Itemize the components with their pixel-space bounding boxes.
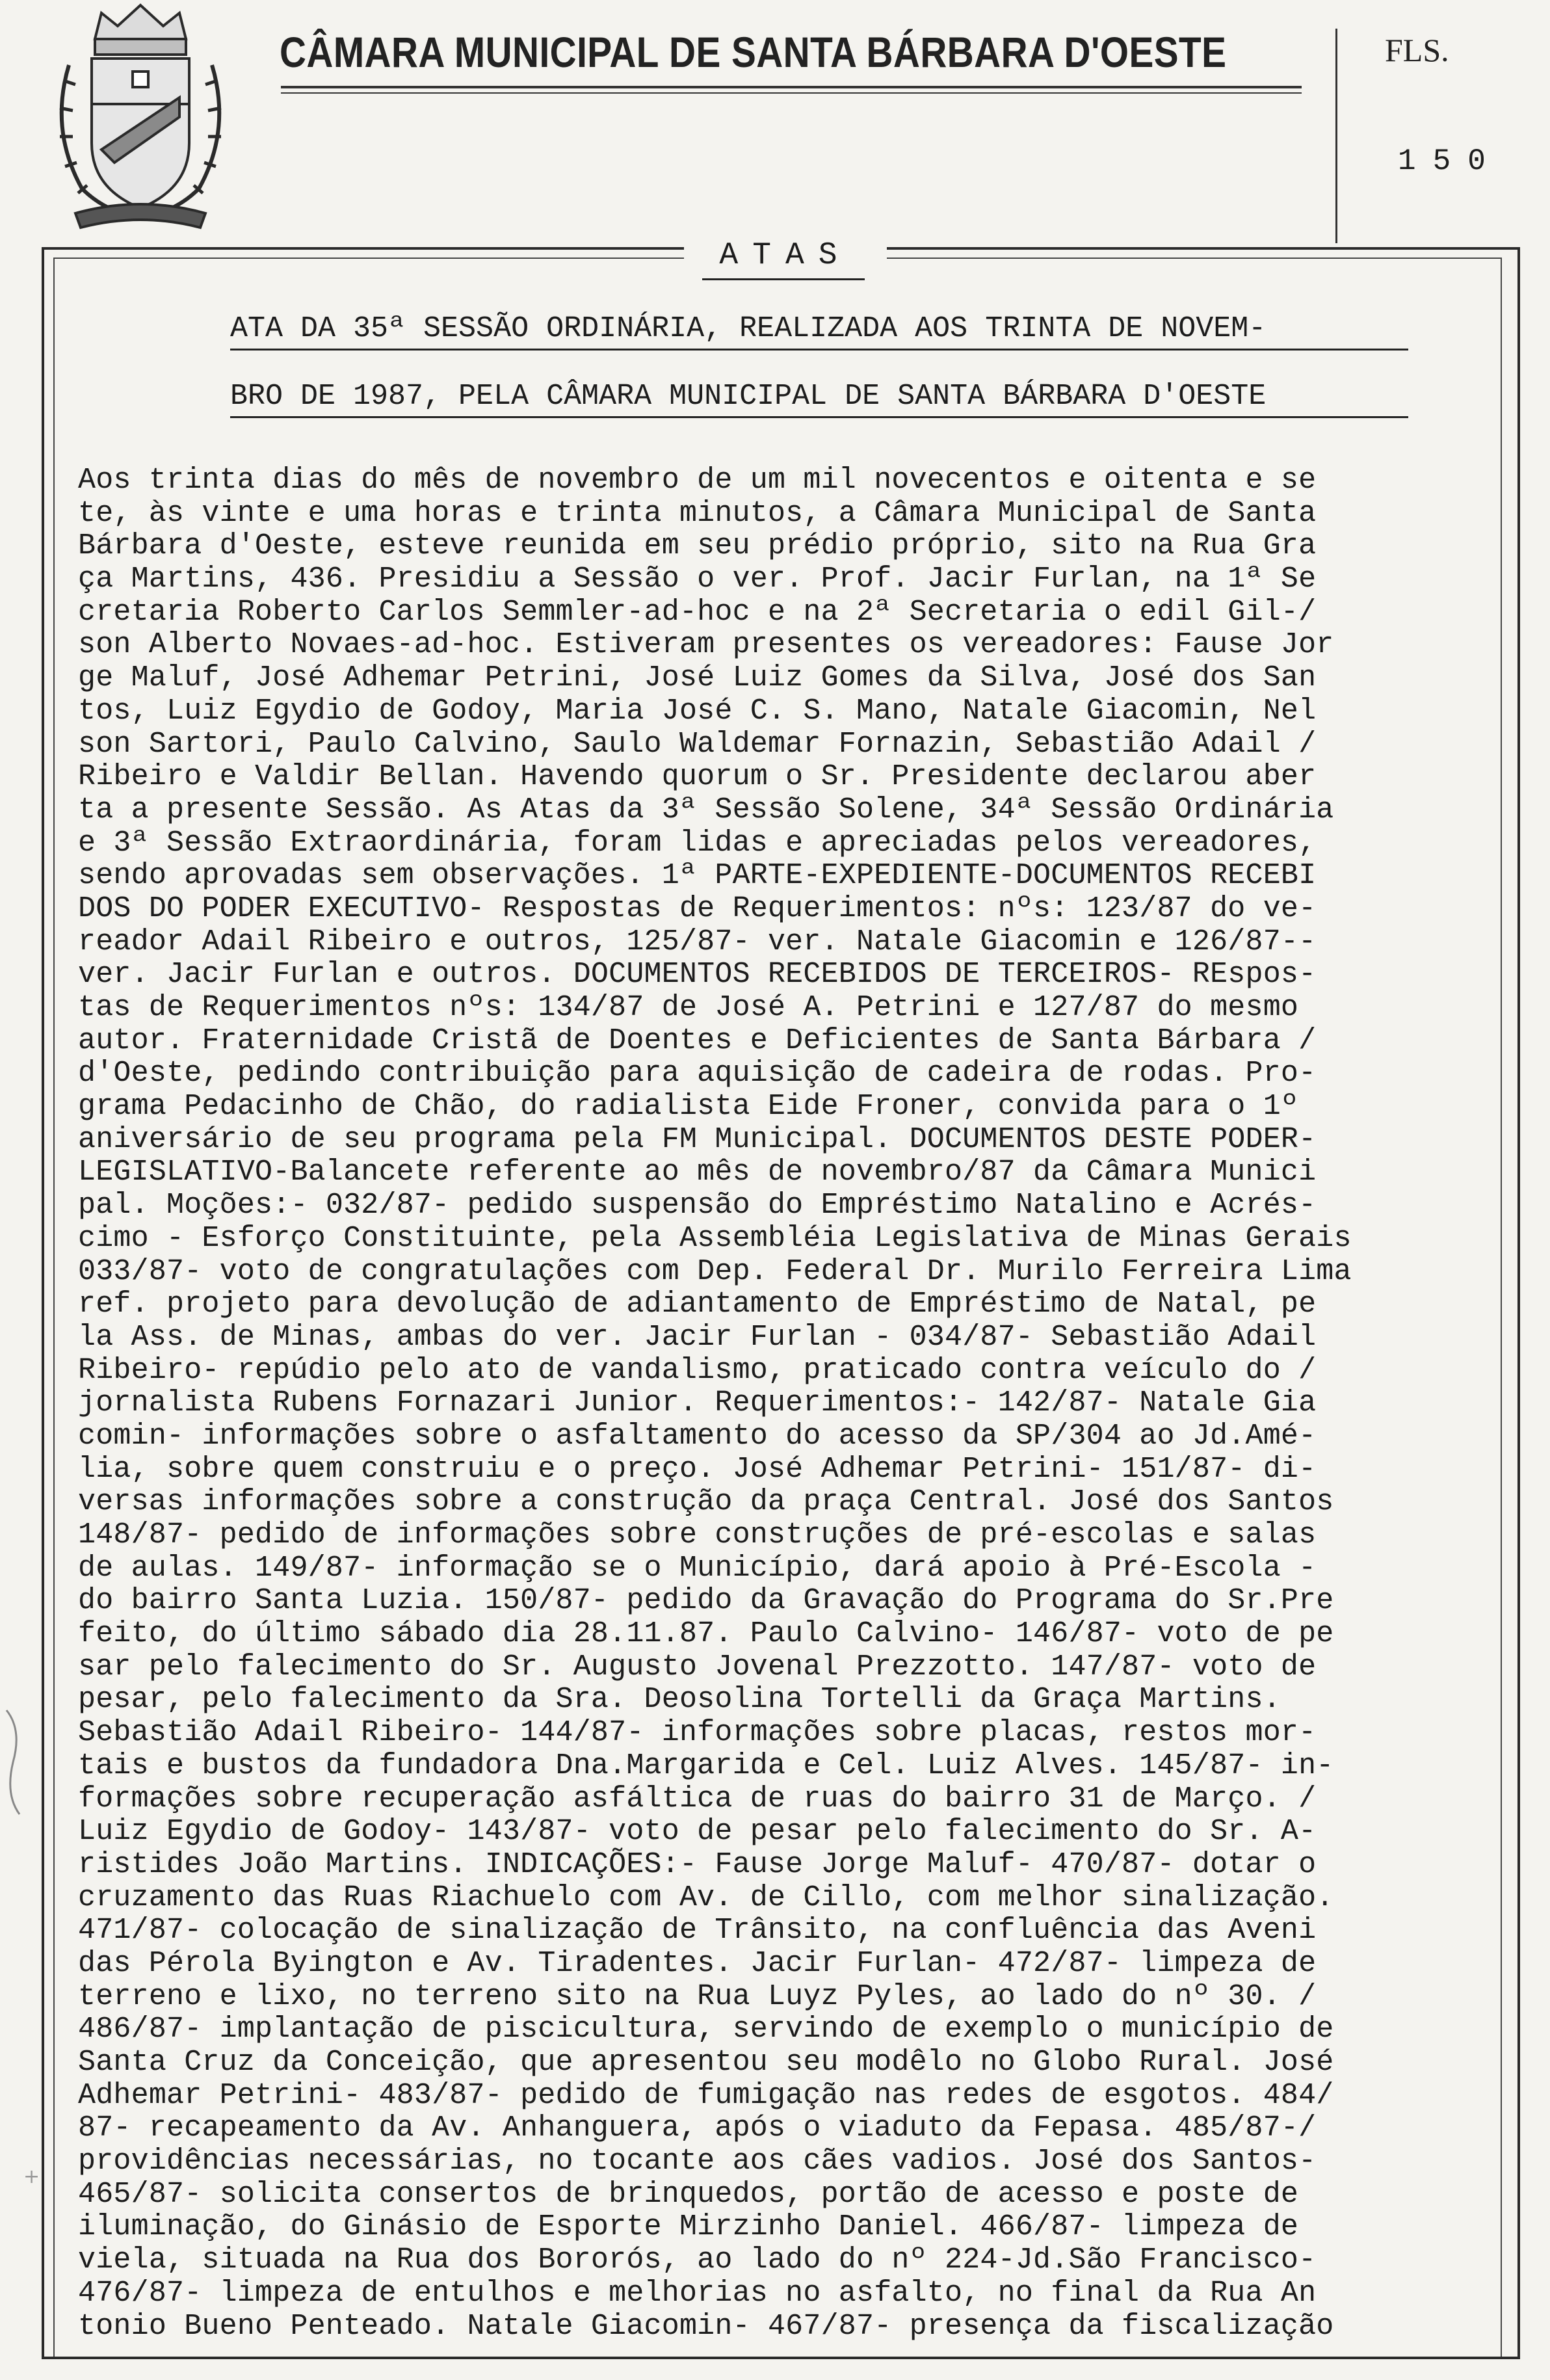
minutes-body-line: DOS DO PODER EXECUTIVO- Respostas de Requerimentos: nºs: 123/87 do ve- bbox=[78, 892, 1317, 925]
minutes-body-line: ta a presente Sessão. As Atas da 3ª Sessão Solene, 34ª Sessão Ordinária bbox=[78, 793, 1334, 826]
minutes-body-line: Adhemar Petrini- 483/87- pedido de fumigação nas redes de esgotos. 484/ bbox=[78, 2078, 1334, 2112]
minutes-body-line: Santa Cruz da Conceição, que apresentou seu modêlo no Globo Rural. José bbox=[78, 2046, 1334, 2079]
minutes-body-line: ça Martins, 436. Presidiu a Sessão o ver. Prof. Jacir Furlan, na 1ª Se bbox=[78, 562, 1317, 596]
minutes-body-line: feito, do último sábado dia 28.11.87. Paulo Calvino- 146/87- voto de pe bbox=[78, 1617, 1334, 1651]
minutes-body-line: versas informações sobre a construção da praça Central. José dos Santos bbox=[78, 1485, 1334, 1519]
fls-divider bbox=[1335, 29, 1337, 243]
section-title: ATAS bbox=[719, 238, 852, 273]
minutes-body-line: pesar, pelo falecimento da Sra. Deosolina Tortelli da Graça Martins. bbox=[78, 1683, 1281, 1717]
frame-inner-top-left bbox=[53, 258, 684, 259]
minutes-body-line: tais e bustos da fundadora Dna.Margarida e Cel. Luiz Alves. 145/87- in- bbox=[78, 1749, 1334, 1782]
header-rule-thin bbox=[281, 92, 1302, 94]
minutes-body-line: iluminação, do Ginásio de Esporte Mirzinho Daniel. 466/87- limpeza de bbox=[78, 2210, 1299, 2244]
minutes-body-line: 471/87- colocação de sinalização de Trânsito, na confluência das Aveni bbox=[78, 1914, 1317, 1948]
margin-mark bbox=[0, 1704, 26, 1821]
fls-label: FLS. bbox=[1385, 32, 1449, 68]
minutes-body-line: autor. Fraternidade Cristã de Doentes e Deficientes de Santa Bárbara / bbox=[78, 1024, 1317, 1057]
minutes-body-line: viela, situada na Rua dos Bororós, ao lado do nº 224-Jd.São Francisco- bbox=[78, 2243, 1317, 2277]
minutes-body-line: 87- recapeamento da Av. Anhanguera, após o viaduto da Fepasa. 485/87-/ bbox=[78, 2111, 1317, 2145]
minutes-body-line: aniversário de seu programa pela FM Municipal. DOCUMENTOS DESTE PODER- bbox=[78, 1122, 1317, 1156]
minutes-body-line: sar pelo falecimento do Sr. Augusto Jovenal Prezzotto. 147/87- voto de bbox=[78, 1650, 1317, 1684]
minutes-body-line: tonio Bueno Penteado. Natale Giacomin- 467/87- presença da fiscalização bbox=[78, 2309, 1334, 2343]
minutes-body bbox=[78, 464, 1502, 2343]
margin-plus-mark: + bbox=[23, 2165, 40, 2188]
minutes-body-line: providências necessárias, no tocante aos cães vadios. José dos Santos- bbox=[78, 2145, 1317, 2178]
heading-underline-1 bbox=[230, 349, 1408, 350]
minutes-body-line: tos, Luiz Egydio de Godoy, Maria José C. S. Mano, Natale Giacomin, Nel bbox=[78, 694, 1317, 728]
frame-inner-top-right bbox=[887, 258, 1502, 259]
minutes-body-line: LEGISLATIVO-Balancete referente ao mês de novembro/87 da Câmara Munici bbox=[78, 1156, 1317, 1189]
municipal-coat-of-arms-icon bbox=[30, 0, 251, 234]
minutes-body-line: cretaria Roberto Carlos Semmler-ad-hoc e na 2ª Secretaria o edil Gil-/ bbox=[78, 595, 1317, 629]
council-name: CÂMARA MUNICIPAL DE SANTA BÁRBARA D'OESTE bbox=[280, 28, 1227, 76]
minutes-body-line: ge Maluf, José Adhemar Petrini, José Luiz Gomes da Silva, José dos San bbox=[78, 661, 1317, 695]
minutes-body-line: Bárbara d'Oeste, esteve reunida em seu prédio próprio, sito na Rua Gra bbox=[78, 529, 1317, 563]
minutes-body-line: 476/87- limpeza de entulhos e melhorias no asfalto, no final da Rua An bbox=[78, 2276, 1317, 2310]
minutes-body-line: Luiz Egydio de Godoy- 143/87- voto de pesar pelo falecimento do Sr. A- bbox=[78, 1815, 1317, 1849]
minutes-body-line: 033/87- voto de congratulações com Dep. Federal Dr. Murilo Ferreira Lima bbox=[78, 1254, 1352, 1288]
page-number: 150 bbox=[1398, 144, 1503, 178]
heading-underline-2 bbox=[230, 416, 1408, 418]
minutes-body-line: son Alberto Novaes-ad-hoc. Estiveram presentes os vereadores: Fause Jor bbox=[78, 628, 1334, 662]
minutes-heading-line-1: ATA DA 35ª SESSÃO ORDINÁRIA, REALIZADA AOS TRINTA DE NOVEM- bbox=[230, 312, 1267, 345]
minutes-body-line: son Sartori, Paulo Calvino, Saulo Waldemar Fornazin, Sebastião Adail / bbox=[78, 727, 1317, 761]
minutes-body-line: formações sobre recuperação asfáltica de ruas do bairro 31 de Março. / bbox=[78, 1782, 1317, 1816]
minutes-body-line: sendo aprovadas sem observações. 1ª PARTE-EXPEDIENTE-DOCUMENTOS RECEBI bbox=[78, 859, 1317, 893]
minutes-body-line: tas de Requerimentos nºs: 134/87 de José A. Petrini e 127/87 do mesmo bbox=[78, 991, 1299, 1024]
frame-top-left bbox=[42, 247, 684, 250]
minutes-body-line: la Ass. de Minas, ambas do ver. Jacir Furlan - 034/87- Sebastião Adail bbox=[78, 1320, 1317, 1354]
minutes-body-line: cruzamento das Ruas Riachuelo com Av. de Cillo, com melhor sinalização. bbox=[78, 1881, 1334, 1914]
minutes-body-line: Ribeiro e Valdir Bellan. Havendo quorum o Sr. Presidente declarou aber bbox=[78, 760, 1317, 794]
minutes-body-line: d'Oeste, pedindo contribuição para aquisição de cadeira de rodas. Pro- bbox=[78, 1057, 1317, 1091]
frame-top-right bbox=[887, 247, 1517, 250]
minutes-body-line: das Pérola Byington e Av. Tiradentes. Jacir Furlan- 472/87- limpeza de bbox=[78, 1946, 1317, 1980]
minutes-body-line: lia, sobre quem construiu e o preço. José Adhemar Petrini- 151/87- di- bbox=[78, 1452, 1317, 1486]
minutes-heading-line-2: BRO DE 1987, PELA CÂMARA MUNICIPAL DE SANTA BÁRBARA D'OESTE bbox=[230, 380, 1267, 413]
minutes-body-line: te, às vinte e uma horas e trinta minutos, a Câmara Municipal de Santa bbox=[78, 496, 1317, 530]
frame-inner-left bbox=[53, 258, 55, 2357]
minutes-body-line: reador Adail Ribeiro e outros, 125/87- ver. Natale Giacomin e 126/87-- bbox=[78, 925, 1317, 959]
minutes-body-line: 486/87- implantação de piscicultura, servindo de exemplo o município de bbox=[78, 2013, 1334, 2046]
minutes-body-line: ristides João Martins. INDICAÇÕES:- Fause Jorge Maluf- 470/87- dotar o bbox=[78, 1847, 1317, 1881]
minutes-body-line: comin- informações sobre o asfaltamento do acesso da SP/304 ao Jd.Amé- bbox=[78, 1419, 1317, 1453]
minutes-body-line: cimo - Esforço Constituinte, pela Assembléia Legislativa de Minas Gerais bbox=[78, 1221, 1352, 1255]
minutes-body-line: e 3ª Sessão Extraordinária, foram lidas e apreciadas pelos vereadores, bbox=[78, 826, 1317, 860]
minutes-body-line: do bairro Santa Luzia. 150/87- pedido da Gravação do Programa do Sr.Pre bbox=[78, 1584, 1334, 1618]
minutes-body-line: 148/87- pedido de informações sobre construções de pré-escolas e salas bbox=[78, 1518, 1317, 1552]
minutes-body-line: de aulas. 149/87- informação se o Município, dará apoio à Pré-Escola - bbox=[78, 1551, 1317, 1585]
minutes-body-line: ver. Jacir Furlan e outros. DOCUMENTOS RECEBIDOS DE TERCEIROS- REspos- bbox=[78, 958, 1317, 992]
minutes-body-line: jornalista Rubens Fornazari Junior. Requerimentos:- 142/87- Natale Gia bbox=[78, 1386, 1317, 1420]
minutes-body-line: Ribeiro- repúdio pelo ato de vandalismo, praticado contra veículo do / bbox=[78, 1353, 1317, 1387]
header-rule bbox=[281, 86, 1302, 88]
minutes-body-line: grama Pedacinho de Chão, do radialista Eide Froner, convida para o 1º bbox=[78, 1090, 1299, 1124]
minutes-body-line: Sebastião Adail Ribeiro- 144/87- informações sobre placas, restos mor- bbox=[78, 1716, 1317, 1750]
minutes-body-line: terreno e lixo, no terreno sito na Rua Luyz Pyles, ao lado do nº 30. / bbox=[78, 1979, 1317, 2013]
minutes-body-line: 465/87- solicita consertos de brinquedos, portão de acesso e poste de bbox=[78, 2177, 1299, 2211]
minutes-body-line: pal. Moções:- 032/87- pedido suspensão do Empréstimo Natalino e Acrés- bbox=[78, 1189, 1317, 1223]
minutes-body-line: Aos trinta dias do mês de novembro de um mil novecentos e oitenta e se bbox=[78, 464, 1317, 497]
minutes-body-line: ref. projeto para devolução de adiantamento de Empréstimo de Natal, pe bbox=[78, 1288, 1317, 1321]
section-title-underline bbox=[702, 278, 865, 280]
